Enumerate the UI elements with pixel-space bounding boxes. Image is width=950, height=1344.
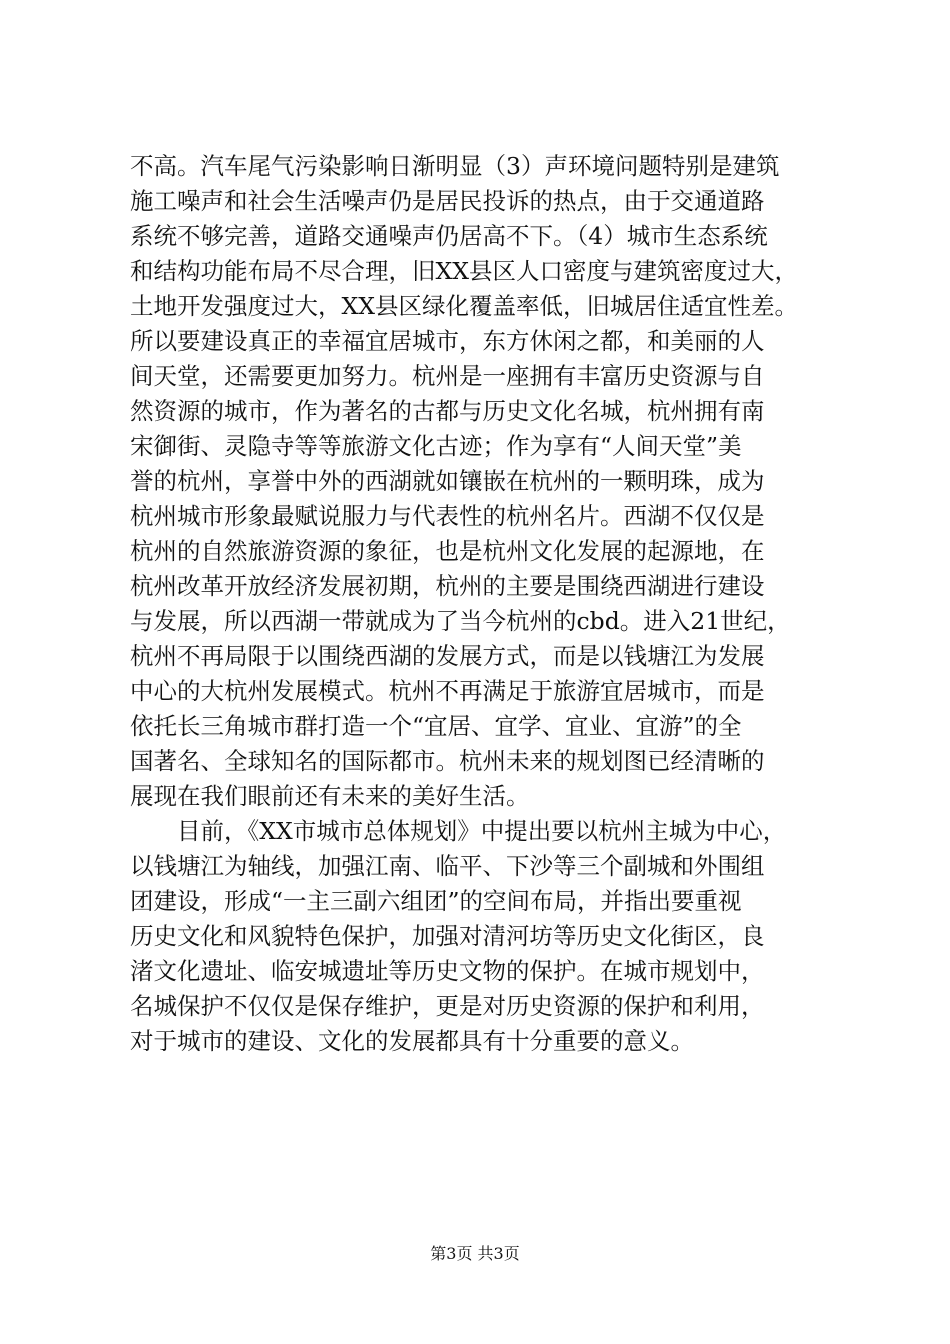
text-line: 杭州城市形象最赋说服力与代表性的杭州名片。西湖不仅仅是 (130, 502, 765, 530)
text-line: 不高。汽车尾气污染影响日渐明显（3）声环境问题特别是建筑 (130, 152, 780, 180)
text-line: 展现在我们眼前还有未来的美好生活。 (130, 782, 530, 810)
text-line: 施工噪声和社会生活噪声仍是居民投诉的热点，由于交通道路 (130, 187, 765, 215)
text-line: 然资源的城市，作为著名的古都与历史文化名城，杭州拥有南 (130, 397, 765, 425)
text-line: 名城保护不仅仅是保存维护，更是对历史资源的保护和利用， (130, 992, 765, 1020)
text-line: 渚文化遗址、临安城遗址等历史文物的保护。在城市规划中， (130, 957, 765, 985)
body-text (130, 149, 830, 1059)
text-line: 所以要建设真正的幸福宜居城市，东方休闲之都，和美丽的人 (130, 327, 765, 355)
text-line: 依托长三角城市群打造一个“宜居、宜学、宜业、宜游”的全 (130, 712, 742, 740)
text-line: 国著名、全球知名的国际都市。杭州未来的规划图已经清晰的 (130, 747, 765, 775)
text-line: 与发展，所以西湖一带就成为了当今杭州的cbd。进入21世纪， (130, 607, 791, 635)
text-line: 团建设，形成“一主三副六组团”的空间布局，并指出要重视 (130, 887, 742, 915)
text-line: 间天堂，还需要更加努力。杭州是一座拥有丰富历史资源与自 (130, 362, 765, 390)
text-line: 系统不够完善，道路交通噪声仍居高不下。（4）城市生态系统 (130, 222, 768, 250)
text-line: 土地开发强度过大，XX县区绿化覆盖率低，旧城居住适宜性差。 (130, 292, 798, 320)
text-line: 历史文化和风貌特色保护，加强对清河坊等历史文化街区，良 (130, 922, 765, 950)
text-line: 杭州不再局限于以围绕西湖的发展方式，而是以钱塘江为发展 (130, 642, 765, 670)
text-line: 杭州的自然旅游资源的象征，也是杭州文化发展的起源地，在 (130, 537, 765, 565)
text-line: 对于城市的建设、文化的发展都具有十分重要的意义。 (130, 1027, 694, 1055)
text-line: 和结构功能布局不尽合理，旧XX县区人口密度与建筑密度过大， (130, 257, 798, 285)
text-line: 杭州改革开放经济发展初期，杭州的主要是围绕西湖进行建设 (130, 572, 765, 600)
text-line: 宋御街、灵隐寺等等旅游文化古迹；作为享有“人间天堂”美 (130, 432, 742, 460)
page-number-footer: 第3页 共3页 (430, 1244, 520, 1263)
text-line: 以钱塘江为轴线，加强江南、临平、下沙等三个副城和外围组 (130, 852, 765, 880)
text-line: 中心的大杭州发展模式。杭州不再满足于旅游宜居城市，而是 (130, 677, 765, 705)
paragraph-start-line: 目前，《XX市城市总体规划》中提出要以杭州主城为中心， (130, 817, 787, 845)
text-line: 誉的杭州，享誉中外的西湖就如镶嵌在杭州的一颗明珠，成为 (130, 467, 765, 495)
